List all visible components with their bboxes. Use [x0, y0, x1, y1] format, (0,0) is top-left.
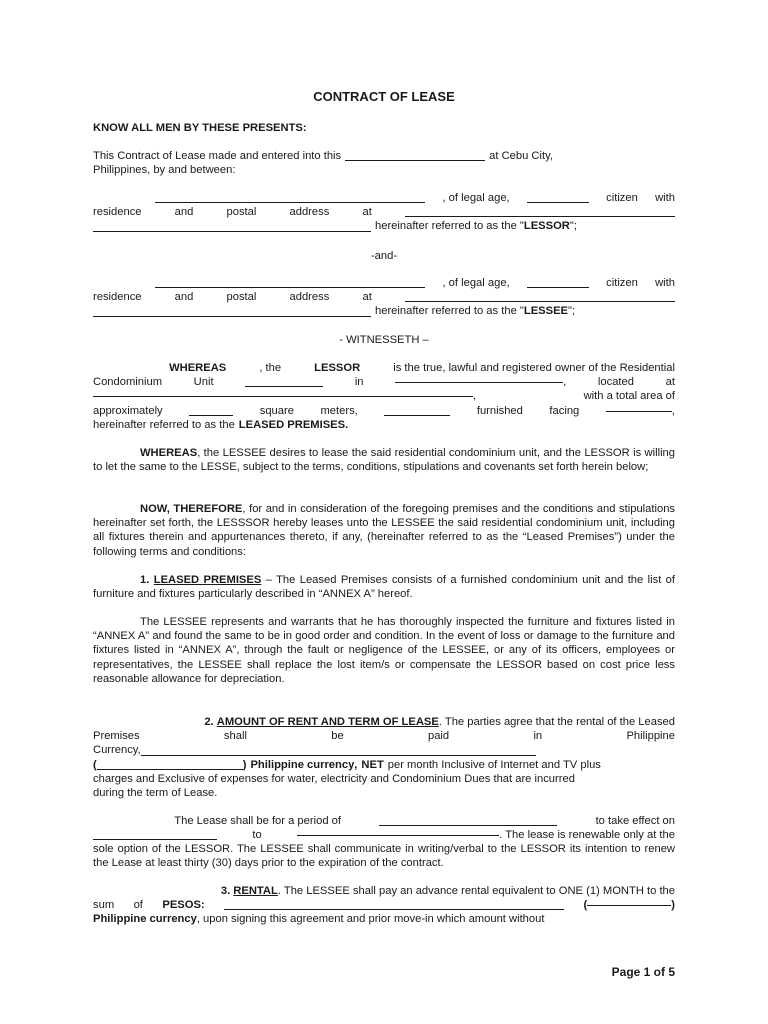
s2-close-paren: ) — [242, 758, 247, 771]
section-1-heading: LEASED PREMISES — [153, 574, 262, 586]
facing-blank — [606, 401, 672, 412]
w1-unit: Unit — [193, 376, 214, 389]
citizen-text: citizen — [606, 191, 638, 204]
at-text: at — [362, 206, 372, 219]
w1-in: in — [354, 376, 364, 389]
address-text: address — [289, 291, 330, 304]
intro-text-3: Philippines, by and between: — [93, 164, 236, 177]
w1-total-area: with a total area of — [583, 390, 675, 403]
building-blank — [395, 372, 563, 383]
and-separator: -and- — [370, 250, 398, 262]
s2-be: be — [331, 730, 344, 743]
lessor-name-blank — [155, 192, 425, 203]
w1-ref-text: hereinafter referred to as the — [93, 418, 235, 431]
location-blank — [93, 386, 473, 397]
term-text-rest: sole option of the LESSOR. The LESSEE shall communicate in writing/verbal to the LESSOR its intention to renew the Lease at least thirty (30) days prior to the expiration of the contract. — [93, 843, 675, 870]
rent-words-blank — [141, 745, 536, 756]
rent-figures-blank — [97, 759, 243, 770]
lessor-ref-text: hereinafter referred to as the " — [375, 220, 524, 233]
now-therefore-text: , for and in consideration of the foregoing premises and the conditions and stipulations hereinafter set forth, the LESSSOR hereby leases unto the LESSEE the said residential condominium unit, including all fixtures therein and appurtenances thereto, if any, (hereinafter referred to as the “Leased Premises”) under the following terms and conditions: — [93, 503, 676, 558]
intro-text-2: at Cebu City, — [489, 149, 553, 162]
s3-close-paren: ) — [671, 899, 675, 912]
citizenship-blank — [527, 277, 589, 288]
whereas-2-keyword: WHEREAS — [140, 447, 198, 459]
term-paragraph — [93, 814, 675, 842]
term-text-a: The Lease shall be for a period of — [174, 814, 341, 827]
whereas-2-text: , the LESSEE desires to lease the said residential condominium unit, and the LESSOR is willing to let the same to the LESSE, subject to the terms, conditions, stipulations and covenants set forth herein below; — [93, 447, 675, 474]
s3-philippine-currency: Philippine currency — [93, 913, 197, 926]
lessor-ref-end: "; — [569, 220, 577, 233]
section-1-paragraph-2 — [93, 615, 675, 686]
at-text: at — [362, 291, 372, 304]
advance-figures-blank — [587, 895, 671, 906]
whereas-1-keyword: WHEREAS — [169, 361, 227, 374]
section-2-heading: AMOUNT OF RENT AND TERM OF LEASE — [216, 715, 439, 728]
witnesseth-heading: - WITNESSETH – — [339, 334, 429, 346]
s2-comma: , — [354, 758, 358, 771]
whereas-1-text-a: , the — [259, 361, 282, 374]
section-2-number: 2. — [204, 715, 214, 728]
s3-sum: sum — [93, 899, 115, 912]
section-3-paragraph — [93, 884, 675, 927]
w1-furnished: furnished — [476, 404, 523, 417]
lessor-label: LESSOR — [523, 220, 570, 233]
s2-premises: Premises — [93, 730, 140, 743]
s3-of: of — [133, 899, 143, 912]
intro-text-1: This Contract of Lease made and entered into this — [93, 149, 342, 162]
lessee-address-blank-1 — [405, 291, 675, 302]
w1-at: at — [665, 376, 675, 389]
whereas-1-paragraph — [93, 361, 675, 432]
section-1-paragraph — [93, 573, 675, 601]
w1-comma-2: , — [473, 390, 477, 403]
s2-net: NET — [361, 758, 384, 771]
document-page — [93, 0, 675, 1024]
lessee-ref-end: "; — [568, 305, 576, 318]
legal-age-text: , of legal age, — [442, 276, 510, 289]
section-3-text-a: . The LESSEE shall pay an advance rental equivalent to ONE (1) MONTH to the — [277, 884, 675, 897]
s2-shall: shall — [223, 730, 247, 743]
intro-paragraph — [93, 149, 675, 177]
area-blank — [189, 405, 233, 416]
term-paragraph-rest — [93, 842, 675, 870]
lessee-party-block — [93, 276, 675, 319]
citizenship-blank — [527, 192, 589, 203]
postal-text: postal — [226, 291, 257, 304]
section-3-heading: RENTAL — [233, 884, 278, 897]
know-all-text: KNOW ALL MEN BY THESE PRESENTS: — [93, 122, 307, 134]
s2-in: in — [533, 730, 543, 743]
w1-located: located — [597, 376, 634, 389]
leased-premises-label: LEASED PREMISES. — [238, 418, 349, 431]
and-text: and — [174, 291, 194, 304]
lessee-label: LESSEE — [523, 305, 569, 318]
start-date-blank — [93, 829, 217, 840]
with-text: with — [655, 276, 675, 289]
s2-philippine-currency: Philippine currency — [250, 758, 355, 771]
section-2-text-a: . The parties agree that the rental of the Leased — [438, 715, 675, 728]
citizen-text: citizen — [606, 276, 638, 289]
furnished-blank — [384, 405, 450, 416]
s3-text-b: , upon signing this agreement and prior move-in which amount without — [196, 913, 545, 926]
section-1-text-2: The LESSEE represents and warrants that he has thoroughly inspected the furniture and fixtures listed in “ANNEX A” and found the same to be in good order and condition. In the event of loss or damage to the furniture and fixtures listed in “ANNEX A”, through the fault or negligence of the LESSEE, or any of its officers, employees or representatives, the LESSEE shall replace the lost item/s or compensate the LESSOR based on cost price less reasonable allowance for depreciation. — [93, 616, 675, 685]
legal-age-text: , of legal age, — [442, 191, 510, 204]
whereas-2-paragraph — [93, 446, 675, 474]
w1-facing: facing — [549, 404, 580, 417]
now-therefore-paragraph — [93, 502, 675, 559]
s2-paid: paid — [427, 730, 450, 743]
s3-open-paren: ( — [583, 899, 588, 912]
lessor-address-blank-1 — [405, 206, 675, 217]
s3-pesos: PESOS: — [162, 899, 205, 912]
residence-text: residence — [93, 291, 142, 304]
w1-comma-3: , — [671, 404, 675, 417]
s2-during-term: during the term of Lease. — [93, 786, 218, 799]
page-number: Page 1 of 5 — [611, 965, 675, 979]
lessee-name-blank — [155, 277, 425, 288]
document-title: CONTRACT OF LEASE — [313, 89, 455, 104]
w1-condominium: Condominium — [93, 376, 163, 389]
whereas-1-text-b: is the true, lawful and registered owner of the Residential — [393, 361, 675, 374]
date-blank — [345, 150, 485, 161]
with-text: with — [655, 191, 675, 204]
lessee-address-blank-2 — [93, 306, 371, 317]
w1-meters: meters, — [320, 404, 358, 417]
lessor-party-block — [93, 191, 675, 234]
address-text: address — [289, 206, 330, 219]
postal-text: postal — [226, 206, 257, 219]
w1-comma: , — [563, 376, 567, 389]
s2-open-paren: ( — [93, 758, 97, 771]
term-text-b: to take effect on — [595, 814, 675, 827]
s2-per-month: per month Inclusive of Internet and TV plus — [387, 758, 601, 771]
advance-words-blank — [224, 899, 564, 910]
lessee-ref-text: hereinafter referred to as the " — [375, 305, 524, 318]
residence-text: residence — [93, 206, 142, 219]
s2-philippine: Philippine — [626, 730, 675, 743]
now-therefore-keyword: NOW, THEREFORE — [140, 503, 243, 515]
s2-currency: Currency, — [93, 744, 141, 757]
section-3-number: 3. — [220, 884, 231, 897]
w1-approximately: approximately — [93, 404, 163, 417]
section-1-number: 1. — [140, 574, 150, 586]
term-to: to — [252, 829, 262, 842]
s2-charges: charges and Exclusive of expenses for water, electricity and Condominium Dues that are incurred — [93, 772, 575, 785]
w1-square: square — [259, 404, 294, 417]
section-1-text: – The Leased Premises consists of a furnished condominium unit and the list of furniture and fixtures particularly described in “ANNEX A” hereof. — [93, 574, 676, 601]
section-2-paragraph — [93, 715, 675, 800]
know-all-heading — [93, 121, 675, 135]
lessor-address-blank-2 — [93, 221, 371, 232]
term-text-d: . The lease is renewable only at the — [499, 829, 675, 842]
end-date-blank — [297, 825, 499, 836]
and-text: and — [174, 206, 194, 219]
whereas-1-lessor: LESSOR — [314, 361, 361, 374]
